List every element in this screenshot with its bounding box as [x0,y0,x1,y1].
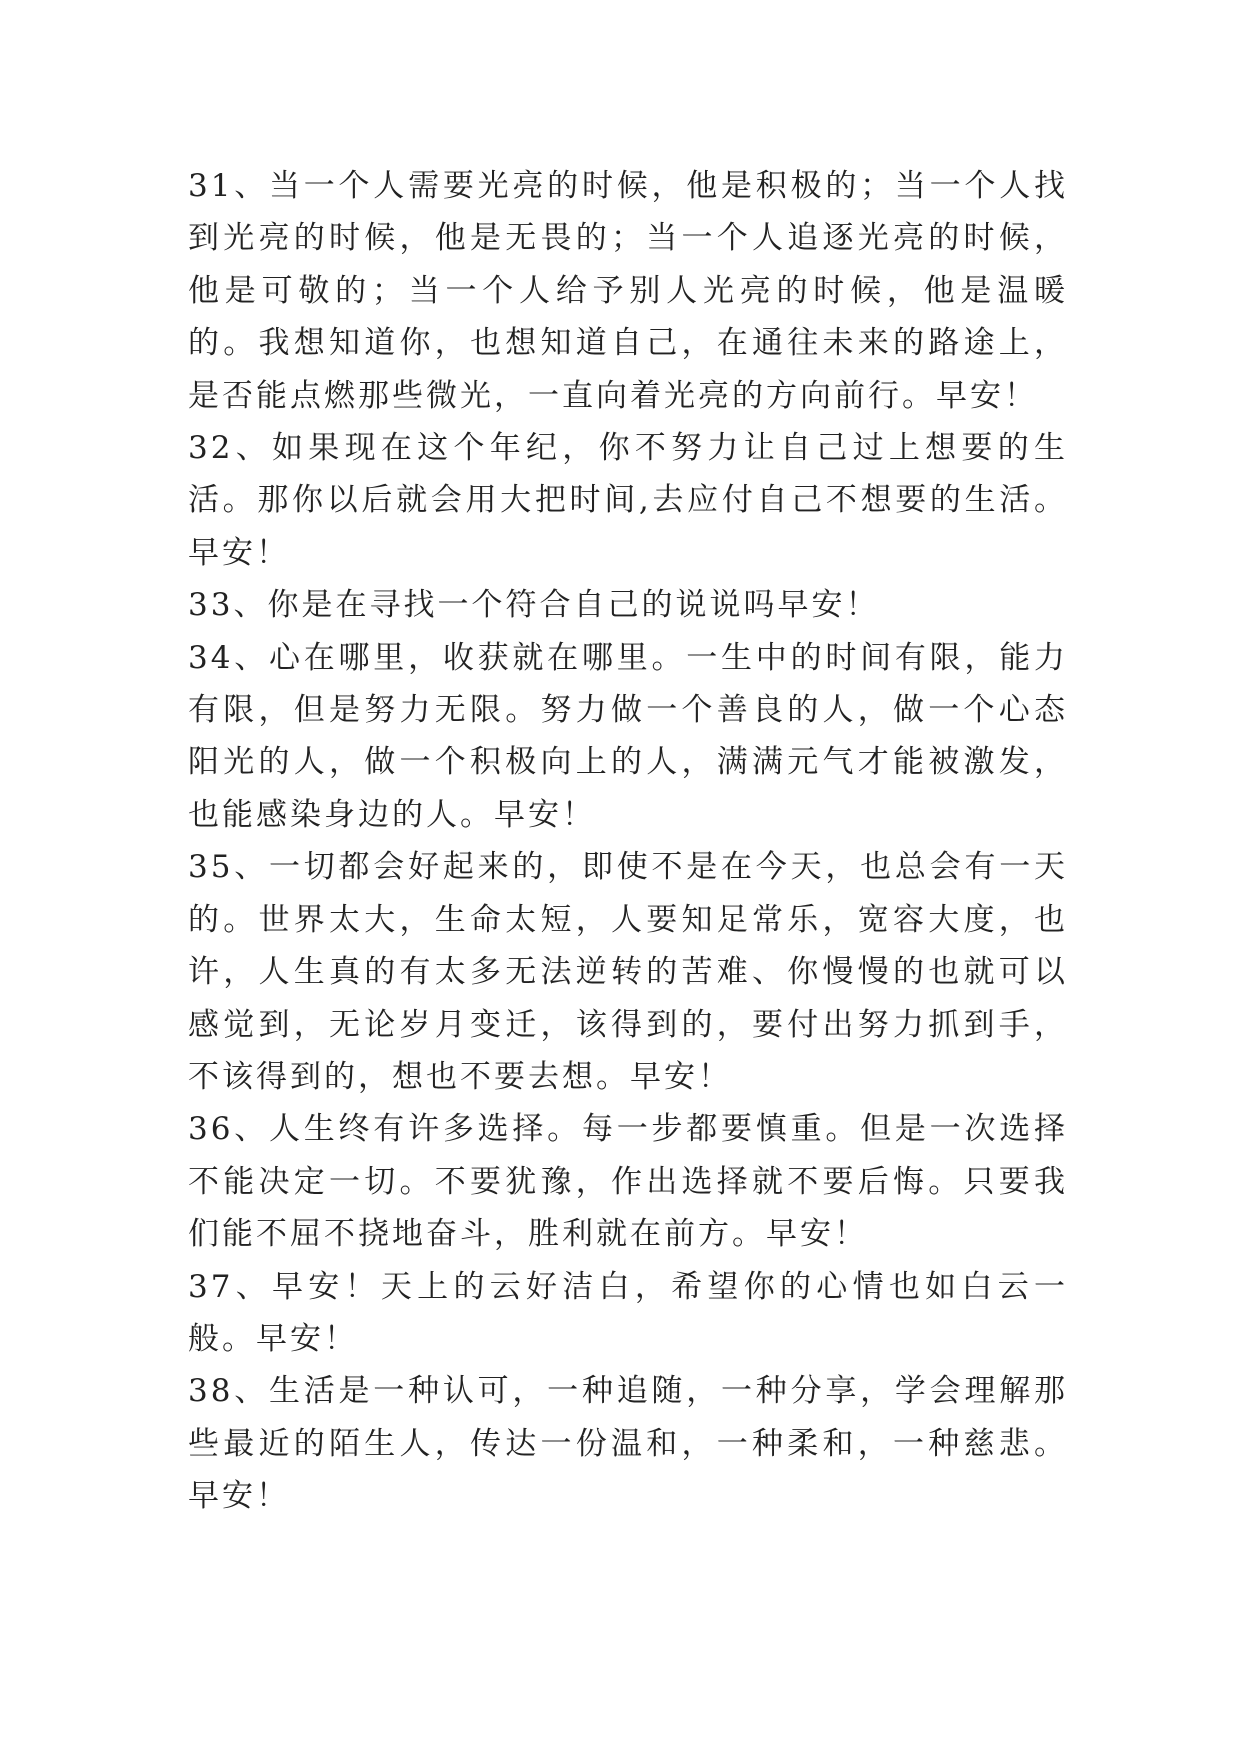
entry-33: 33、你是在寻找一个符合自己的说说吗早安！ [188,587,880,624]
entry-35: 35、一切都会好起来的，即使不是在今天，也总会有一天的。世界太大，生命太短，人要知足常乐，宽容大度，也许，人生真的有太多无法逆转的苦难、你慢慢的也就可以感觉到，无论岁月变迁，该得到的，要付出努力抓到手，不该得到的，想也不要去想。早安！ [188,849,1068,1095]
entry-36: 36、人生终有许多选择。每一步都要慎重。但是一次选择不能决定一切。不要犹豫，作出选择就不要后悔。只要我们能不屈不挠地奋斗，胜利就在前方。早安！ [188,1111,1068,1253]
entry-38: 38、生活是一种认可，一种追随，一种分享，学会理解那些最近的陌生人，传达一份温和，一种柔和，一种慈悲。早安！ [188,1373,1068,1515]
entry-37: 37、早安！天上的云好洁白，希望你的心情也如白云一般。早安！ [188,1268,1068,1357]
entry-34: 34、心在哪里，收获就在哪里。一生中的时间有限，能力有限，但是努力无限。努力做一个善良的人，做一个心态阳光的人，做一个积极向上的人，满满元气才能被激发，也能感染身边的人。早安！ [188,639,1068,833]
entry-31: 31、当一个人需要光亮的时候，他是积极的；当一个人找到光亮的时候，他是无畏的；当一个人追逐光亮的时候，他是可敬的；当一个人给予别人光亮的时候，他是温暖的。我想知道你，也想知道自己，在通往未来的路途上，是否能点燃那些微光，一直向着光亮的方向前行。早安！ [188,168,1068,414]
entry-32: 32、如果现在这个年纪，你不努力让自己过上想要的生活。那你以后就会用大把时间,去应付自己不想要的生活。早安！ [188,430,1068,571]
document-body [188,160,1068,1523]
